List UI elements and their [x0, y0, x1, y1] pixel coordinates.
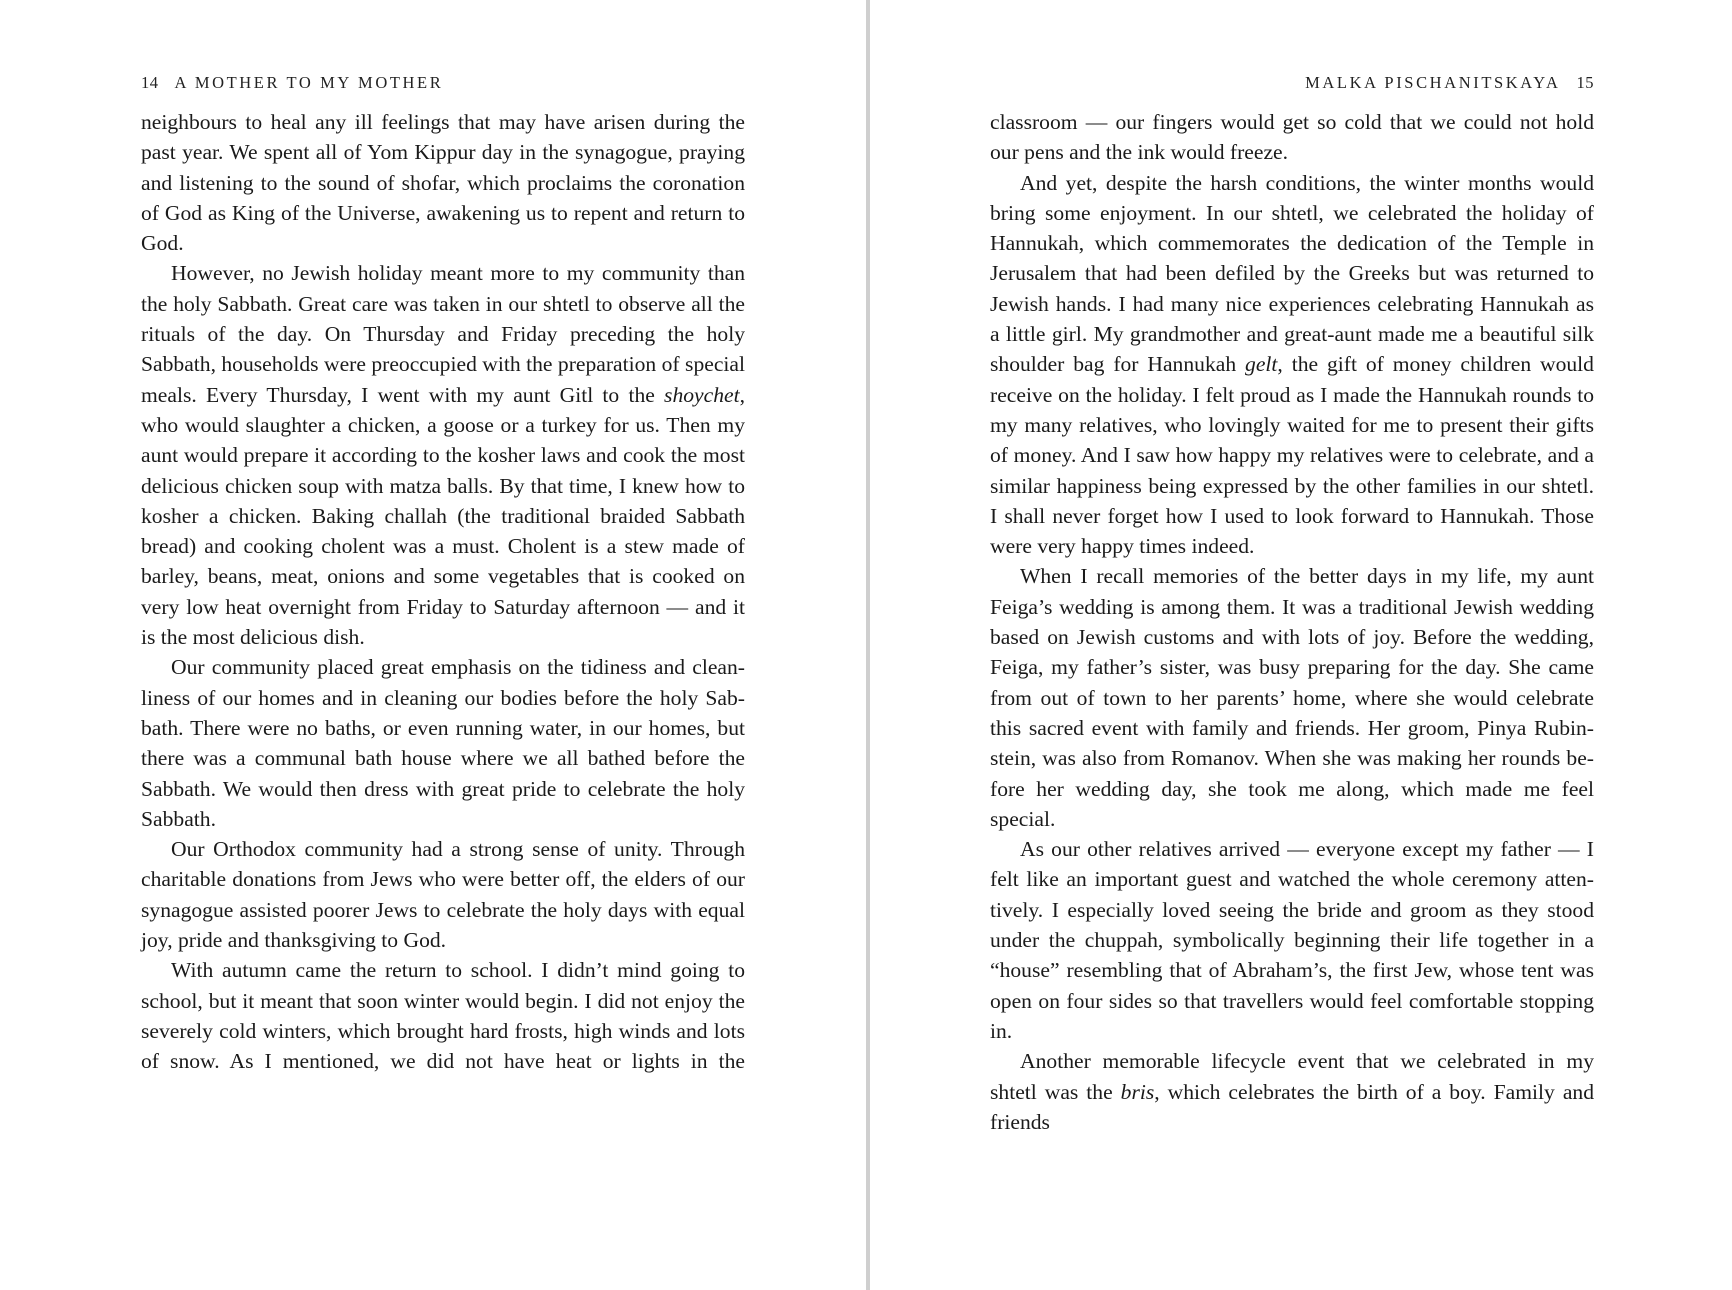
- italic-term: shoychet: [664, 382, 740, 407]
- right-page: [870, 0, 1732, 1290]
- paragraph: When I recall memories of the better days in my life, my aunt Feiga’s wedding is among them. It was a traditional Jewish wedding based on Jewish customs and with lots of joy. Before the wedding, Feiga, my father’s sister, was busy preparing for the day. She came from out of town to her parents’ home, where she would celebrate this sacred event with family and friends. Her groom, Pinya Rubinstein, was also from Romanov. When she was making her rounds before her wedding day, she took me along, which made me feel special.: [990, 564, 1594, 831]
- page-number: 14: [141, 73, 159, 92]
- paragraph: Our community placed great emphasis on the tidiness and cleanliness of our homes and in cleaning our bodies before the holy Sabbath. There were no baths, or even running water, in our homes, but there was a communal bath house where we all bathed before the Sabbath. We would then dress with great pride to celebrate the holy Sabbath.: [141, 655, 745, 831]
- right-page-body: [990, 107, 1594, 1137]
- paragraph: neighbours to heal any ill feelings that may have arisen during the past year. We spent all of Yom Kippur day in the synagogue, praying and listening to the sound of shofar, which proclaims the coronation of God as King of the Universe, awakening us to repent and return to God.: [141, 110, 745, 256]
- running-head: MALKA PISCHANITSKAYA: [1305, 73, 1561, 92]
- page-number: 15: [1576, 73, 1594, 92]
- left-page-body: [141, 107, 745, 1077]
- left-page-header: [141, 73, 745, 93]
- paragraph: However, no Jewish holiday meant more to my community than the holy Sabbath. Great care was taken in our shtetl to observe all the rituals of the day. On Thursday and Friday preceding the holy Sabbath, households were preoccupied with the preparation of special meals. Every Thursday, I went with my aunt Gitl to the shoychet, who would slaughter a chicken, a goose or a turkey for us. Then my aunt would prepare it according to the kosher laws and cook the most delicious chicken soup with matza balls. By that time, I knew how to kosher a chicken. Baking challah (the traditional braided Sabbath bread) and cooking cholent was a must. Cholent is a stew made of barley, beans, meat, onions and some vegetables that is cooked on very low heat overnight from Friday to Saturday afternoon — and it is the most delicious dish.: [141, 261, 745, 650]
- running-head: A MOTHER TO MY MOTHER: [174, 73, 444, 92]
- paragraph: classroom — our fingers would get so cold that we could not hold our pens and the ink would freeze.: [990, 110, 1594, 165]
- italic-term: bris: [1120, 1079, 1155, 1104]
- paragraph: With autumn came the return to school. I didn’t mind going to school, but it meant that soon winter would begin. I did not enjoy the severely cold winters, which brought hard frosts, high winds and lots of snow. As I mentioned, we did not have heat or lights in the: [141, 958, 745, 1074]
- paragraph: Another memorable lifecycle event that we celebrated in my shtetl was the bris, which celebrates the birth of a boy. Family and friends: [990, 1049, 1594, 1134]
- paragraph: And yet, despite the harsh conditions, the winter months would bring some enjoyment. In our shtetl, we celebrated the holiday of Hannukah, which commemorates the dedication of the Temple in Jerusalem that had been defiled by the Greeks but was returned to Jewish hands. I had many nice experiences celebrating Hannukah as a little girl. My grandmother and great-aunt made me a beautiful silk shoulder bag for Hannukah gelt, the gift of money children would receive on the holiday. I felt proud as I made the Hannukah rounds to my many relatives, who lovingly waited for me to present their gifts of money. And I saw how happy my relatives were to celebrate, and a similar happiness being expressed by the other families in our shtetl. I shall never forget how I used to look forward to Hannukah. Those were very happy times indeed.: [990, 170, 1594, 559]
- paragraph: Our Orthodox community had a strong sense of unity. Through charitable donations from Jews who were better off, the elders of our synagogue assisted poorer Jews to celebrate the holy days with equal joy, pride and thanksgiving to God.: [141, 837, 745, 953]
- right-page-header: [990, 73, 1594, 93]
- italic-term: gelt: [1245, 352, 1278, 377]
- paragraph: As our other relatives arrived — everyone except my father — I felt like an important guest and watched the whole ceremony attentively. I especially loved seeing the bride and groom as they stood under the chuppah, symbolically beginning their life together in a “house” resembling that of Abraham’s, the first Jew, whose tent was open on four sides so that travellers would feel comfortable stopping in.: [990, 837, 1594, 1043]
